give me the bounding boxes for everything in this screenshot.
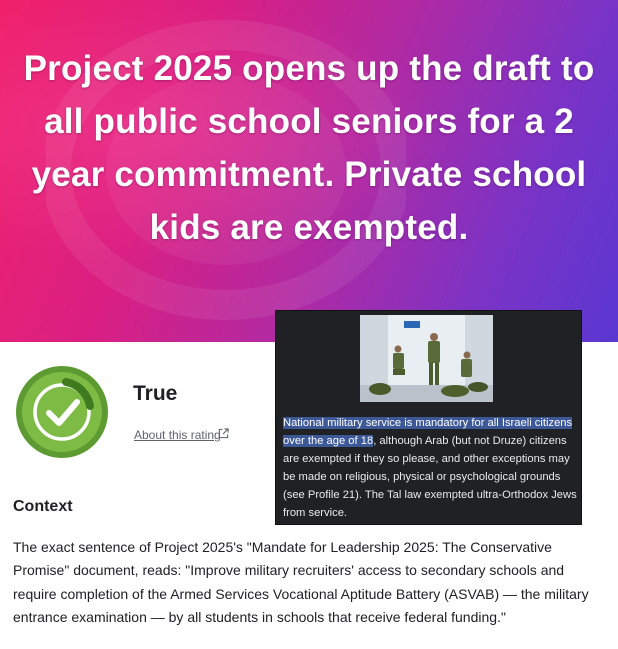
context-body: The exact sentence of Project 2025's "Mandate for Leadership 2025: The Conservative Promise" document, reads: "Improve military recruiters' access to secondary schools and require completion of the Armed Services Vocational Aptitude Battery (ASVAB) — the military entrance examination — by all students in schools that receive federal funding." (13, 539, 589, 626)
rating-label: True (133, 382, 178, 405)
inset-caption-text (283, 414, 577, 523)
inset-remaining-text: , although Arab (but not Druze) citizens are exempted if they so please, and other exceptions may be made on religious, physical or psychological grounds (see Profile 21). The Tal law exempted ultra-Orthodox Jews from service. (283, 435, 577, 520)
external-link-icon[interactable] (218, 428, 229, 439)
screenshot-inset-panel (276, 311, 581, 524)
soldiers-photo (360, 315, 493, 402)
headline-text: Project 2025 opens up the draft to all public school seniors for a 2 year commitment. Private school kids are exempted. (23, 49, 595, 247)
inset-highlighted-text: National military service is mandatory for all Israeli citizens over the age of 18 (283, 417, 573, 448)
about-rating-link[interactable]: About this rating (134, 428, 221, 442)
context-heading: Context (13, 498, 73, 515)
true-rating-badge-icon (14, 364, 110, 460)
